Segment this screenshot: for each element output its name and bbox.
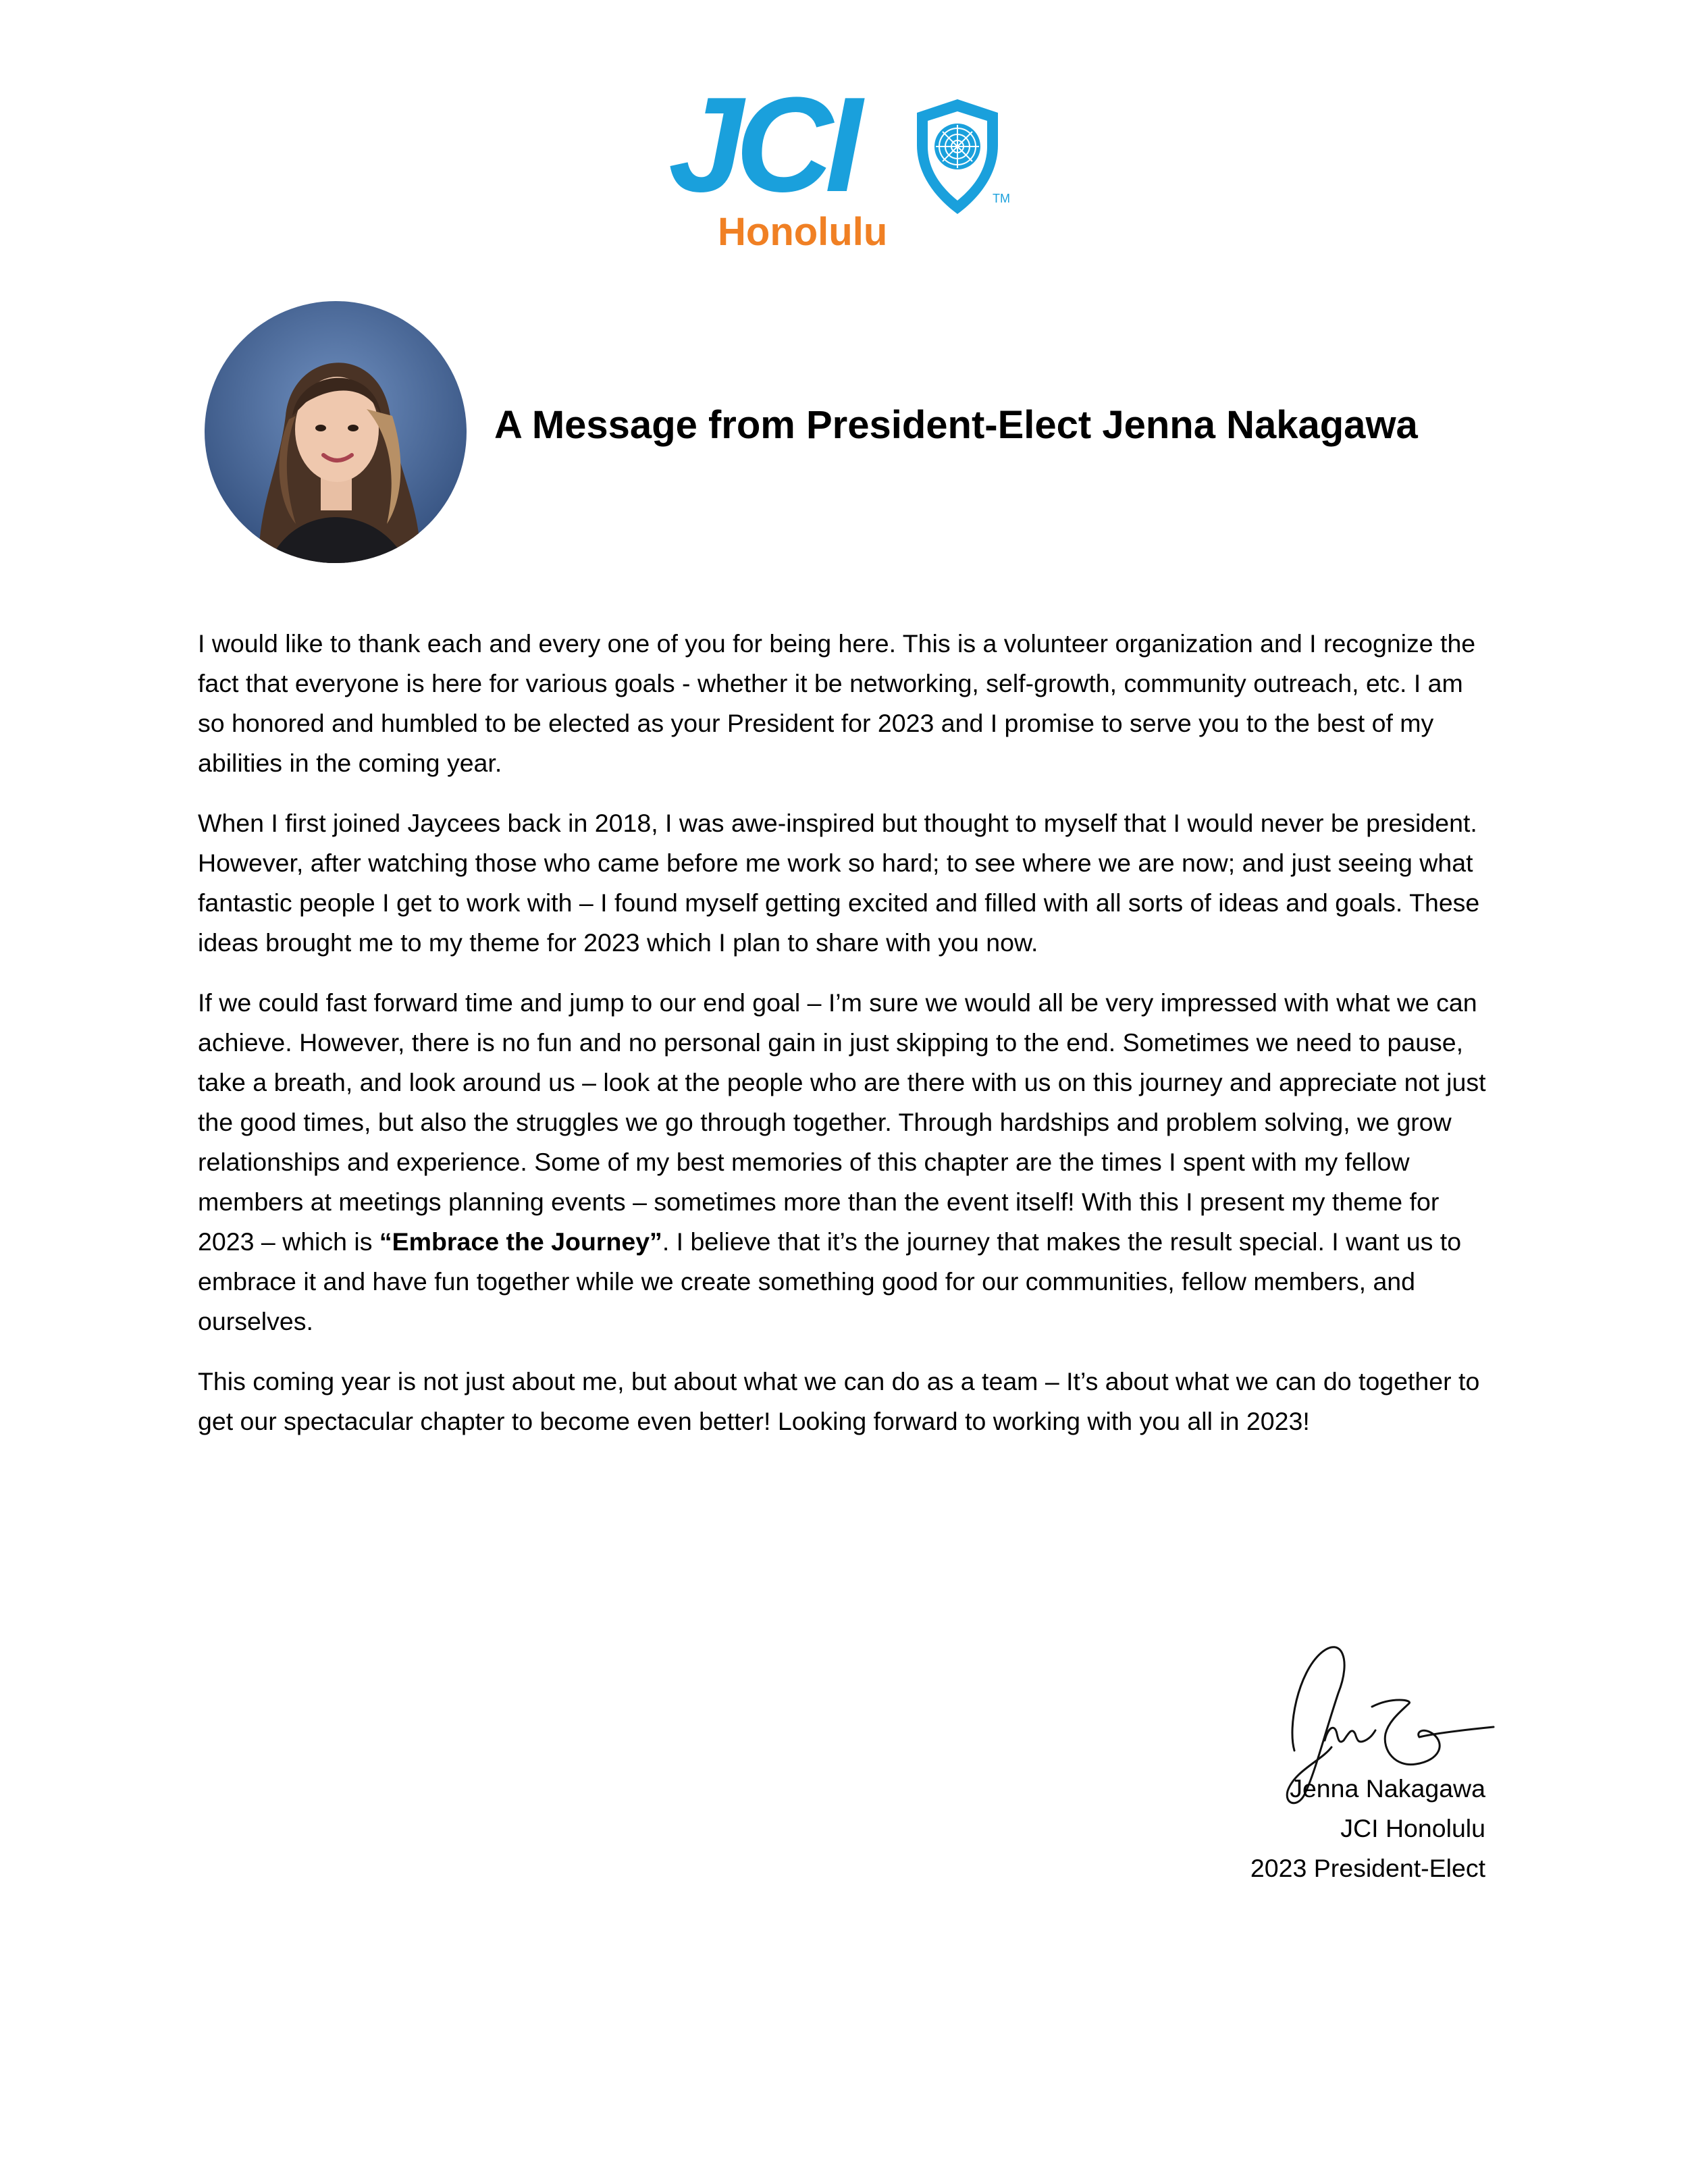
portrait-photo (205, 301, 467, 563)
paragraph-closing: This coming year is not just about me, but about what we can do as a team – It’s about what we can do together to get our spectacular chapter to become even better! Looking forward to working with you all in 2023! (198, 1367, 1480, 1435)
paragraph-theme-before: If we could fast forward time and jump to our end goal – I’m sure we would all be very impressed with what we can achieve. However, there is no fun and no personal gain in just skipping to the end. Sometimes we need to pause, take a breath, and look around us – look at the people who are there with us on this journey and appreciate not just the good times, but also the struggles we go through together. Through hardships and problem solving, we grow relationships and experience. Some of my best memories of this chapter are the times I spent with my fellow members at meetings planning events – sometimes more than the event itself! With this I present my theme for 2023 – which is (198, 988, 1486, 1256)
paragraph-theme-after: . I believe that it’s the journey that makes the result special. I want us to embrace it and have fun together while we create something good for our communities, fellow members, and ourselves. (198, 1227, 1462, 1335)
jci-honolulu-logo (668, 70, 1033, 260)
paragraph-theme (198, 983, 1494, 1341)
theme-name: “Embrace the Journey” (379, 1227, 662, 1256)
paragraph-joined: When I first joined Jaycees back in 2018, I was awe-inspired but thought to myself that I would never be president. However, after watching those who came before me work so hard; to see where we are now; and just seeing what fantastic people I get to work with – I found myself getting excited and filled with all sorts of ideas and goals. These ideas brought me to my theme for 2023 which I plan to share with you now. (198, 809, 1480, 957)
message-body (198, 624, 1494, 1462)
page-title: A Message from President-Elect Jenna Nakagawa (494, 403, 1418, 447)
logo-brand-text: JCI (668, 70, 855, 220)
signer-organization: JCI Honolulu (1340, 1814, 1485, 1842)
trademark-mark: TM (993, 192, 1010, 205)
signer-role: 2023 President-Elect (1250, 1854, 1485, 1882)
paragraph-thanks: I would like to thank each and every one of you for being here. This is a volunteer organization and I recognize the fact that everyone is here for various goals - whether it be networking, self-growth, community outreach, etc. I am so honored and humbled to be elected as your President for 2023 and I promise to serve you to the best of my abilities in the coming year. (198, 629, 1476, 777)
logo-city-text: Honolulu (718, 210, 888, 254)
shield-globe-icon (910, 98, 1005, 216)
signature-block (1250, 1769, 1485, 1888)
signer-name: Jenna Nakagawa (1290, 1774, 1485, 1803)
